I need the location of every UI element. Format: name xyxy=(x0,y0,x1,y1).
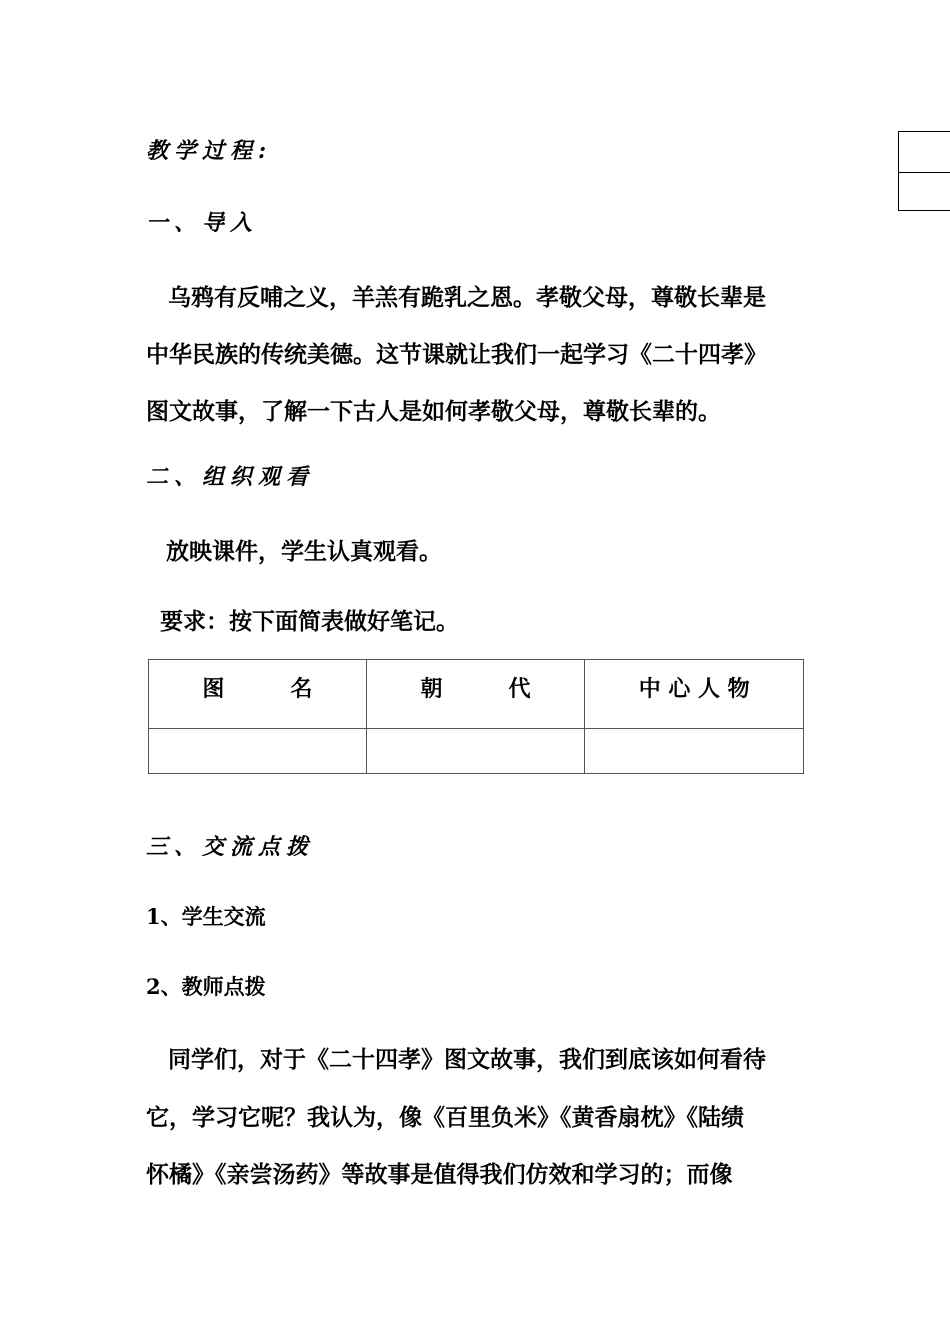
step-student-exchange: 1、学生交流 xyxy=(146,904,266,929)
closing-line-2: 它，学习它呢？我认为，像《百里负米》《黄香扇枕》《陆绩 xyxy=(146,1104,744,1131)
section-heading-watch: 二、组织观看 xyxy=(146,464,315,490)
intro-line-2: 中华民族的传统美德。这节课就让我们一起学习《二十四孝》 xyxy=(146,341,767,368)
notes-table xyxy=(148,659,804,774)
closing-line-1: 同学们，对于《二十四孝》图文故事，我们到底该如何看待 xyxy=(168,1046,766,1073)
step-teacher-guidance: 2、教师点拨 xyxy=(146,974,266,999)
table-row xyxy=(149,729,804,774)
margin-box-cell-top xyxy=(899,132,950,172)
closing-line-3: 怀橘》《亲尝汤药》等故事是值得我们仿效和学习的；而像 xyxy=(146,1161,733,1188)
intro-line-1: 乌鸦有反哺之义，羊羔有跪乳之恩。孝敬父母，尊敬长辈是 xyxy=(168,284,766,311)
table-cell-empty xyxy=(366,729,585,774)
table-header-row xyxy=(149,660,804,729)
table-header-dynasty: 朝 代 xyxy=(366,660,585,729)
margin-box-cell-bottom xyxy=(899,172,950,212)
table-header-central-figure: 中 心 人 物 xyxy=(585,660,804,729)
section-heading-discussion: 三、交流点拨 xyxy=(146,834,315,860)
requirement-line: 要求：按下面简表做好笔记。 xyxy=(160,608,459,635)
margin-box xyxy=(898,131,950,211)
page-title: 教学过程: xyxy=(146,138,273,164)
table-cell-empty xyxy=(585,729,804,774)
table-header-picture-name: 图 名 xyxy=(149,660,367,729)
section-heading-intro: 一、导入 xyxy=(146,210,259,236)
table-cell-empty xyxy=(149,729,367,774)
intro-line-3: 图文故事，了解一下古人是如何孝敬父母，尊敬长辈的。 xyxy=(146,398,721,425)
watch-line: 放映课件，学生认真观看。 xyxy=(166,538,442,565)
